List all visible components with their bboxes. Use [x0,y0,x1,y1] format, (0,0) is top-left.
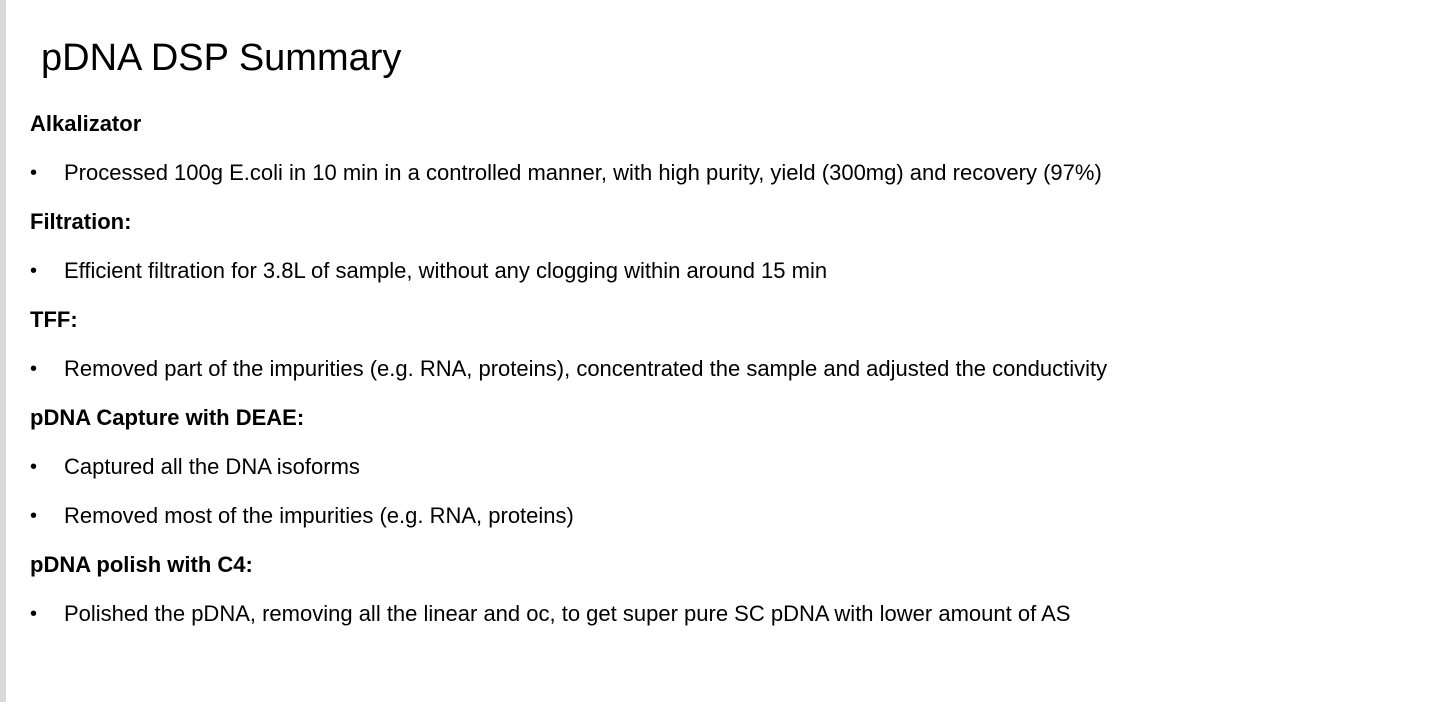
section-heading-filtration: Filtration: [30,209,132,234]
bullet-text: Processed 100g E.coli in 10 min in a controlled manner, with high purity, yield (300mg) and recovery (97%) [64,160,1102,185]
bullet-text: Captured all the DNA isoforms [64,454,360,479]
bullet-point-icon: • [30,456,38,478]
bullet-item-filtration-result [30,250,1420,292]
bullet-text: Removed most of the impurities (e.g. RNA, proteins) [64,503,574,528]
bullet-text: Removed part of the impurities (e.g. RNA, proteins), concentrated the sample and adjusted the conductivity [64,356,1108,381]
bullet-point-icon: • [30,358,38,380]
slide-title: pDNA DSP Summary [41,37,402,79]
section-heading-alkalizator: Alkalizator [30,111,142,136]
summary-content [30,103,1420,642]
bullet-point-icon: • [30,162,38,184]
bullet-point-icon: • [30,603,38,625]
bullet-item-alkalizator-result [30,152,1420,194]
bullet-item-deae-isoforms [30,446,1420,488]
section-heading-tff: TFF: [30,307,78,332]
slide-left-edge [0,0,6,702]
bullet-point-icon: • [30,505,38,527]
section-heading-deae-capture: pDNA Capture with DEAE: [30,405,305,430]
section-heading-c4-polish: pDNA polish with C4: [30,552,253,577]
bullet-item-deae-impurities [30,495,1420,537]
bullet-item-tff-result [30,348,1420,390]
bullet-text: Polished the pDNA, removing all the linear and oc, to get super pure SC pDNA with lower amount of AS [64,601,1071,626]
bullet-text: Efficient filtration for 3.8L of sample, without any clogging within around 15 min [64,258,828,283]
bullet-item-c4-result [30,593,1420,635]
bullet-point-icon: • [30,260,38,282]
